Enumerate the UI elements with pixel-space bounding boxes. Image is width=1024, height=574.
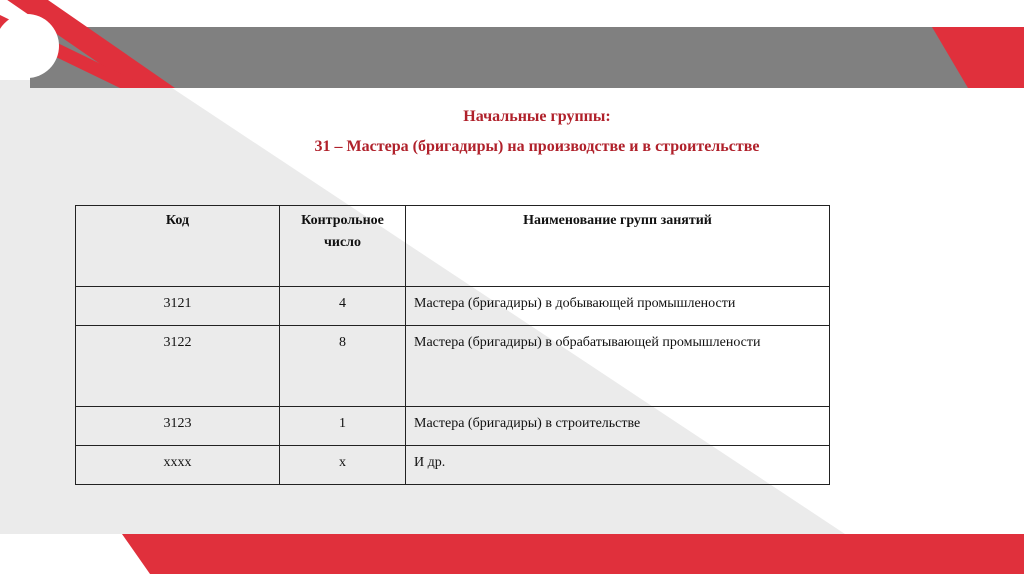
cell-name: Мастера (бригадиры) в добывающей промышлености xyxy=(406,287,830,326)
cell-check: х xyxy=(280,446,406,485)
table-row xyxy=(76,446,830,485)
table-row xyxy=(76,407,830,446)
cell-name: Мастера (бригадиры) в обрабатывающей промышлености xyxy=(406,326,830,407)
cell-check: 8 xyxy=(280,326,406,407)
cell-code: 3122 xyxy=(76,326,280,407)
cell-code: хххх xyxy=(76,446,280,485)
cell-check: 1 xyxy=(280,407,406,446)
table-row xyxy=(76,326,830,407)
cell-code: 3123 xyxy=(76,407,280,446)
table-row xyxy=(76,287,830,326)
bottom-red-band xyxy=(122,534,1024,574)
heading-line-1: Начальные группы: xyxy=(463,108,611,125)
slide-heading xyxy=(0,102,1024,162)
heading-line-2: 31 – Мастера (бригадиры) на производстве и в строительстве xyxy=(314,138,760,155)
header-check-number: Контрольное число xyxy=(280,206,406,287)
top-gray-band xyxy=(30,27,1024,88)
header-group-name: Наименование групп занятий xyxy=(406,206,830,287)
cell-name: И др. xyxy=(406,446,830,485)
occupation-groups-table xyxy=(75,205,830,485)
cell-code: 3121 xyxy=(76,287,280,326)
cell-check: 4 xyxy=(280,287,406,326)
header-code: Код xyxy=(76,206,280,287)
cell-name: Мастера (бригадиры) в строительстве xyxy=(406,407,830,446)
table-header-row xyxy=(76,206,830,287)
